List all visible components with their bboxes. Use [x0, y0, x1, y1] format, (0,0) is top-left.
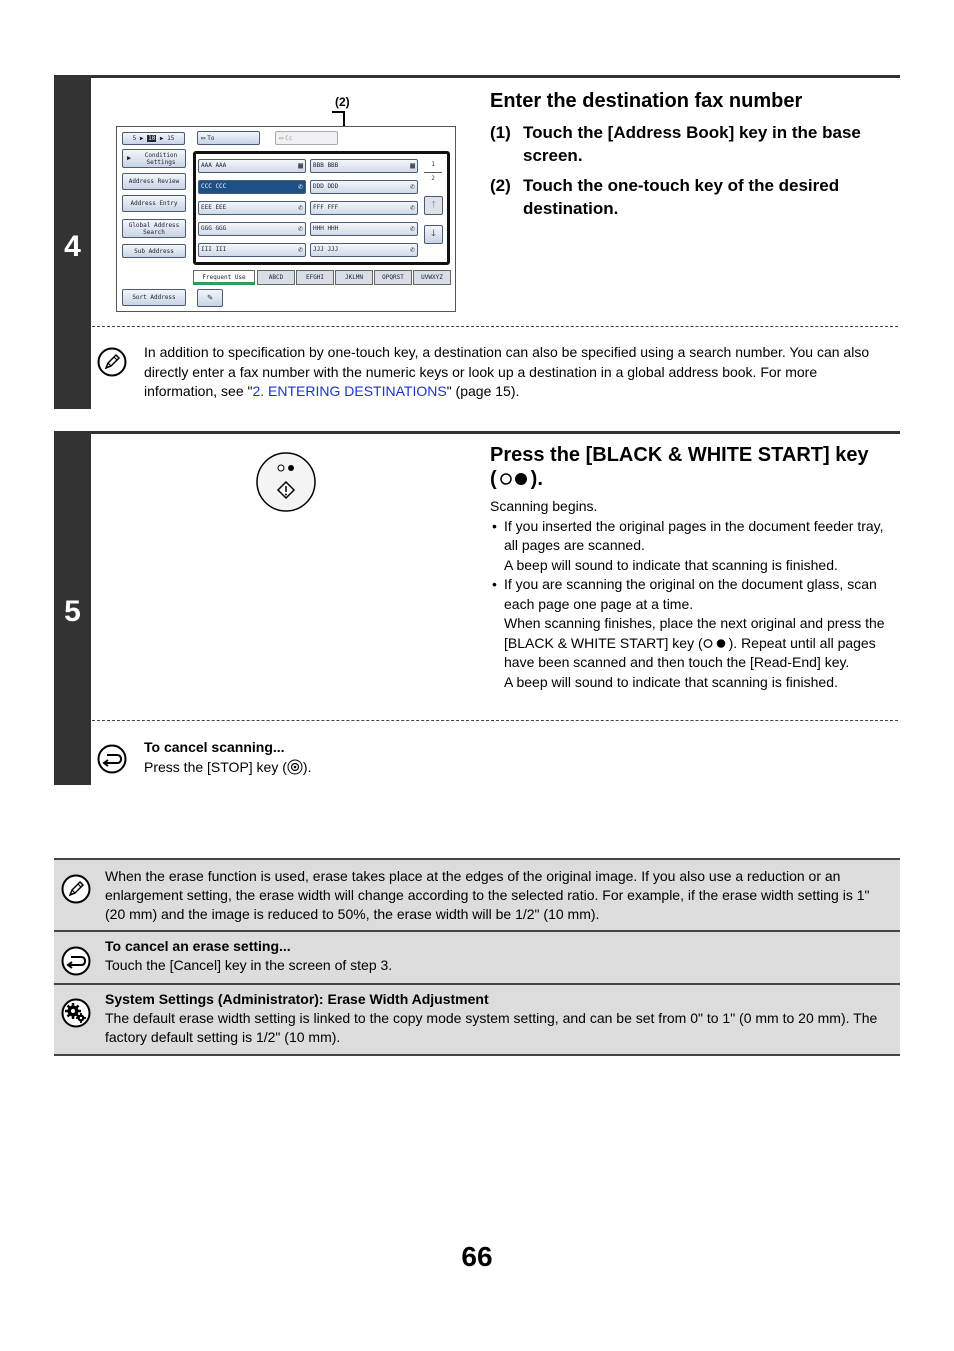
- info-note-row: [54, 860, 900, 930]
- step-5-body: [490, 497, 895, 692]
- bullet-2-line-2: [504, 614, 895, 673]
- one-touch-key[interactable]: [198, 222, 306, 236]
- callout-label: (2): [335, 95, 350, 109]
- step-5-top-rule: [54, 431, 900, 434]
- one-touch-key[interactable]: [310, 243, 418, 257]
- heading-paren-close: ).: [530, 468, 543, 490]
- one-touch-key-label: HHH HHH: [313, 225, 339, 232]
- black-white-start-key-icon: [254, 450, 318, 514]
- item-text: Touch the one-touch key of the desired destination.: [523, 176, 840, 218]
- one-touch-key[interactable]: [310, 180, 418, 194]
- phone-icon: ✆: [298, 203, 303, 212]
- scroll-down-button[interactable]: [424, 225, 443, 244]
- phone-icon: ✆: [298, 224, 303, 233]
- heading-paren-open: (: [490, 468, 497, 490]
- step-4-heading: Enter the destination fax number: [490, 90, 803, 112]
- one-touch-key-label: JJJ JJJ: [313, 246, 339, 253]
- settings-body: The default erase width setting is linked to the copy mode system setting, and can be set from 0" to 1" (0 mm to 20 mm). The factory default setting is 1/2" (10 mm).: [105, 1010, 878, 1045]
- one-touch-key-label: CCC CCC: [201, 183, 227, 190]
- step-4-divider: [92, 326, 898, 327]
- bullet-1: [490, 517, 895, 576]
- cancel-text-before: Press the [STOP] key (: [144, 758, 287, 775]
- step-5-cancel-note: [144, 738, 844, 777]
- one-touch-key[interactable]: [310, 222, 418, 236]
- triangle-right-icon: ▶: [127, 154, 132, 162]
- phone-icon: ✆: [410, 245, 415, 254]
- info-cancel-row: [54, 932, 900, 983]
- note-text-after: " (page 15).: [446, 383, 520, 399]
- phone-icon: ✆: [410, 224, 415, 233]
- one-touch-key-label: AAA AAA: [201, 162, 227, 169]
- one-touch-key-label: III III: [201, 246, 227, 253]
- erase-cancel-text: [105, 937, 893, 975]
- phone-icon: ✆: [298, 182, 303, 191]
- page-count-divider: [424, 172, 442, 173]
- phone-icon: ✆: [410, 182, 415, 191]
- erase-note-text: When the erase function is used, erase takes place at the edges of the original image. If you also use a reduction or an enlargement setting, the erase width will change according to the selected ratio. For example, if the erase width setting is 1" (20 mm) and the image is reduced to 50%, the erase width will be 1/2" (10 mm).: [105, 868, 870, 922]
- step-4-top-rule: [54, 75, 900, 78]
- settings-text: [105, 990, 893, 1047]
- arrow-up-icon: 🡑: [431, 200, 436, 210]
- folder-icon: ▭: [201, 133, 206, 142]
- multi-icon: ▦: [410, 161, 415, 170]
- bullet-1-line-1: • If you inserted the original pages in the document feeder tray, all pages are scanned.: [504, 517, 884, 553]
- one-touch-key-label: BBB BBB: [313, 162, 339, 169]
- note-pencil-icon: [61, 874, 91, 904]
- tab-frequent-use[interactable]: Frequent Use: [193, 270, 255, 285]
- step-4-item-2: [490, 174, 890, 220]
- cancel-text-after: ).: [302, 758, 312, 775]
- bullet-2-text-after: ). Repeat until all pages have been scanned and then touch the [Read-End] key.: [504, 634, 876, 670]
- address-entry-button[interactable]: Address Entry: [122, 195, 186, 212]
- one-touch-key-label: FFF FFF: [313, 204, 339, 211]
- page-count-current: 1: [431, 161, 435, 168]
- condition-settings-button[interactable]: ▶ Condition Settings: [122, 149, 186, 168]
- heading-line-2: [490, 467, 869, 492]
- address-book-screen: [116, 126, 456, 312]
- cancel-return-icon: [97, 744, 127, 774]
- erase-cancel-title: To cancel an erase setting...: [105, 938, 291, 954]
- folder-icon: ▭: [279, 133, 284, 142]
- page-count-total: 2: [431, 175, 435, 182]
- cancel-text: [144, 758, 844, 778]
- one-touch-key[interactable]: [198, 201, 306, 215]
- arrow-down-icon: 🡓: [431, 229, 436, 239]
- item-number: (1): [490, 123, 511, 142]
- sort-address-button[interactable]: Sort Address: [122, 289, 186, 306]
- edit-icon: ✎: [207, 292, 213, 303]
- step-5-divider: [92, 720, 898, 721]
- one-touch-key[interactable]: [198, 159, 306, 173]
- bullet-1-line-2: A beep will sound to indicate that scanning is finished.: [504, 556, 838, 573]
- note-text: In addition to specification by one-touch key, a destination can also be specified using a search number. You can also directly enter a fax number with the numeric keys or look up a destination in a global address book. For more information, see ": [144, 344, 870, 399]
- erase-cancel-body: Touch the [Cancel] key in the screen of step 3.: [105, 957, 393, 973]
- info-settings-row: [54, 985, 900, 1054]
- step-5-heading: [490, 443, 869, 492]
- one-touch-key[interactable]: [198, 180, 306, 194]
- item-text: Touch the [Address Book] key in the base screen.: [523, 123, 861, 165]
- cancel-return-icon: [61, 946, 91, 976]
- phone-icon: ✆: [410, 203, 415, 212]
- one-touch-key[interactable]: [310, 159, 418, 173]
- item-number: (2): [490, 176, 511, 195]
- cc-button[interactable]: ▭ Cc: [275, 131, 338, 145]
- step-4-item-1: [490, 121, 890, 167]
- phone-icon: ✆: [298, 245, 303, 254]
- tab-efghi[interactable]: EFGHI: [296, 270, 334, 285]
- one-touch-key[interactable]: [310, 201, 418, 215]
- step-4-note: [144, 343, 894, 402]
- page-indicator[interactable]: 5 ▶ 10 ▶ 15: [122, 132, 185, 145]
- tab-jklmn[interactable]: JKLMN: [335, 270, 373, 285]
- to-button[interactable]: ▭ To: [197, 131, 260, 145]
- note-pencil-icon: [97, 347, 127, 377]
- registration-button[interactable]: [197, 289, 223, 307]
- page-number: 66: [461, 1241, 493, 1272]
- scroll-up-button[interactable]: [424, 196, 443, 215]
- one-touch-key-label: GGG GGG: [201, 225, 227, 232]
- address-review-button[interactable]: Address Review: [122, 173, 186, 190]
- bullet-2-text-before: When scanning finishes, place the next original and press the [BLACK & WHITE START] key (: [504, 615, 885, 651]
- one-touch-key-label: EEE EEE: [201, 204, 227, 211]
- tab-abcd[interactable]: ABCD: [257, 270, 295, 285]
- multi-icon: ▦: [298, 161, 303, 170]
- step-5-intro: Scanning begins.: [490, 498, 598, 514]
- bullet-2-line-1: • If you are scanning the original on the document glass, scan each page one page at a time.: [504, 576, 877, 612]
- cancel-title: To cancel scanning...: [144, 739, 285, 755]
- stop-key-icon: [287, 759, 303, 775]
- bullet-2-line-3: A beep will sound to indicate that scanning is finished.: [504, 673, 838, 690]
- bullet-2: [490, 575, 895, 692]
- settings-title: System Settings (Administrator): Erase Width Adjustment: [105, 991, 489, 1007]
- one-touch-key-label: DDD DDD: [313, 183, 339, 190]
- global-address-search-button[interactable]: Global Address Search: [122, 219, 186, 238]
- step-5-bullets: [490, 517, 895, 693]
- system-settings-gear-icon: [61, 998, 91, 1028]
- bw-start-symbol-icon: [499, 468, 529, 492]
- step-5-number: 5: [64, 595, 81, 628]
- tab-opqrst[interactable]: OPQRST: [374, 270, 412, 285]
- bw-start-symbol-icon: [703, 638, 729, 649]
- sub-address-button[interactable]: Sub Address: [122, 244, 186, 258]
- tab-uvwxyz[interactable]: UVWXYZ: [413, 270, 451, 285]
- info-bottom-rule: [54, 1054, 900, 1056]
- heading-line-1: Press the [BLACK & WHITE START] key: [490, 444, 869, 466]
- one-touch-key[interactable]: [198, 243, 306, 257]
- step-4-number: 4: [64, 230, 81, 263]
- entering-destinations-link[interactable]: 2. ENTERING DESTINATIONS: [252, 383, 447, 399]
